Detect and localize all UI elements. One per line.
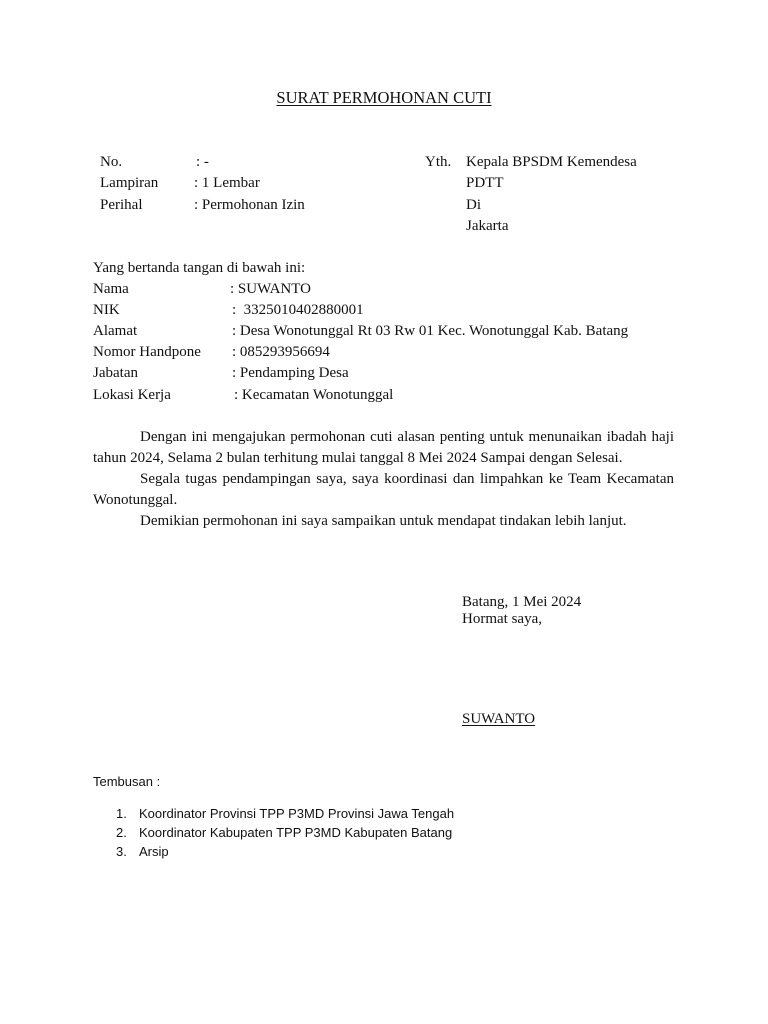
- no-value: : -: [196, 154, 209, 170]
- hp-value: : 085293956694: [232, 344, 330, 360]
- tembusan-number-1: 1.: [116, 806, 127, 821]
- body-paragraph-2: Segala tugas pendampingan saya, saya koordinasi dan limpahkan ke Team Kecamatan Wonotunggal.: [93, 471, 674, 508]
- jabatan-value: : Pendamping Desa: [232, 365, 349, 381]
- lokasi-label: Lokasi Kerja: [93, 387, 171, 403]
- nik-label: NIK: [93, 302, 120, 318]
- alamat-value: : Desa Wonotunggal Rt 03 Rw 01 Kec. Wonotunggal Kab. Batang: [232, 323, 629, 339]
- recipient-line-1: Kepala BPSDM Kemendesa: [466, 154, 637, 170]
- lokasi-value: : Kecamatan Wonotunggal: [234, 387, 394, 403]
- perihal-label: Perihal: [100, 197, 143, 213]
- body-paragraph-3: Demikian permohonan ini saya sampaikan untuk mendapat tindakan lebih lanjut.: [140, 513, 627, 529]
- intro-text: Yang bertanda tangan di bawah ini:: [93, 260, 306, 276]
- nik-value: : 3325010402880001: [232, 302, 364, 318]
- jabatan-label: Jabatan: [93, 365, 138, 381]
- recipient-line-2: PDTT: [466, 175, 504, 191]
- tembusan-label: Tembusan :: [93, 774, 161, 789]
- place-date: Batang, 1 Mei 2024: [462, 594, 582, 610]
- letter-title: SURAT PERMOHONAN CUTI: [276, 88, 492, 107]
- no-label: No.: [100, 154, 123, 170]
- alamat-label: Alamat: [93, 323, 138, 339]
- tembusan-item: Arsip: [139, 844, 169, 859]
- body-paragraph-1: Dengan ini mengajukan permohonan cuti alasan penting untuk menunaikan ibadah haji tahun 2024, Selama 2 bulan terhitung mulai tanggal 8 Mei 2024 Sampai dengan Selesai.: [93, 429, 674, 466]
- hp-label: Nomor Handpone: [93, 344, 201, 360]
- tembusan-item: Koordinator Kabupaten TPP P3MD Kabupaten Batang: [139, 825, 453, 840]
- tembusan-number-3: 3.: [116, 844, 127, 859]
- nama-value: : SUWANTO: [230, 281, 311, 297]
- tembusan-item: Koordinator Provinsi TPP P3MD Provinsi Jawa Tengah: [139, 806, 455, 821]
- lampiran-value: : 1 Lembar: [194, 175, 260, 191]
- signatory-name: SUWANTO: [462, 711, 536, 727]
- tembusan-number-2: 2.: [116, 825, 127, 840]
- recipient-line-3: Di: [466, 197, 481, 213]
- nama-label: Nama: [93, 281, 129, 297]
- perihal-value: : Permohonan Izin: [194, 197, 305, 213]
- recipient-line-4: Jakarta: [466, 218, 509, 234]
- lampiran-label: Lampiran: [100, 175, 159, 191]
- yth-label: Yth.: [425, 154, 452, 170]
- closing: Hormat saya,: [462, 611, 542, 627]
